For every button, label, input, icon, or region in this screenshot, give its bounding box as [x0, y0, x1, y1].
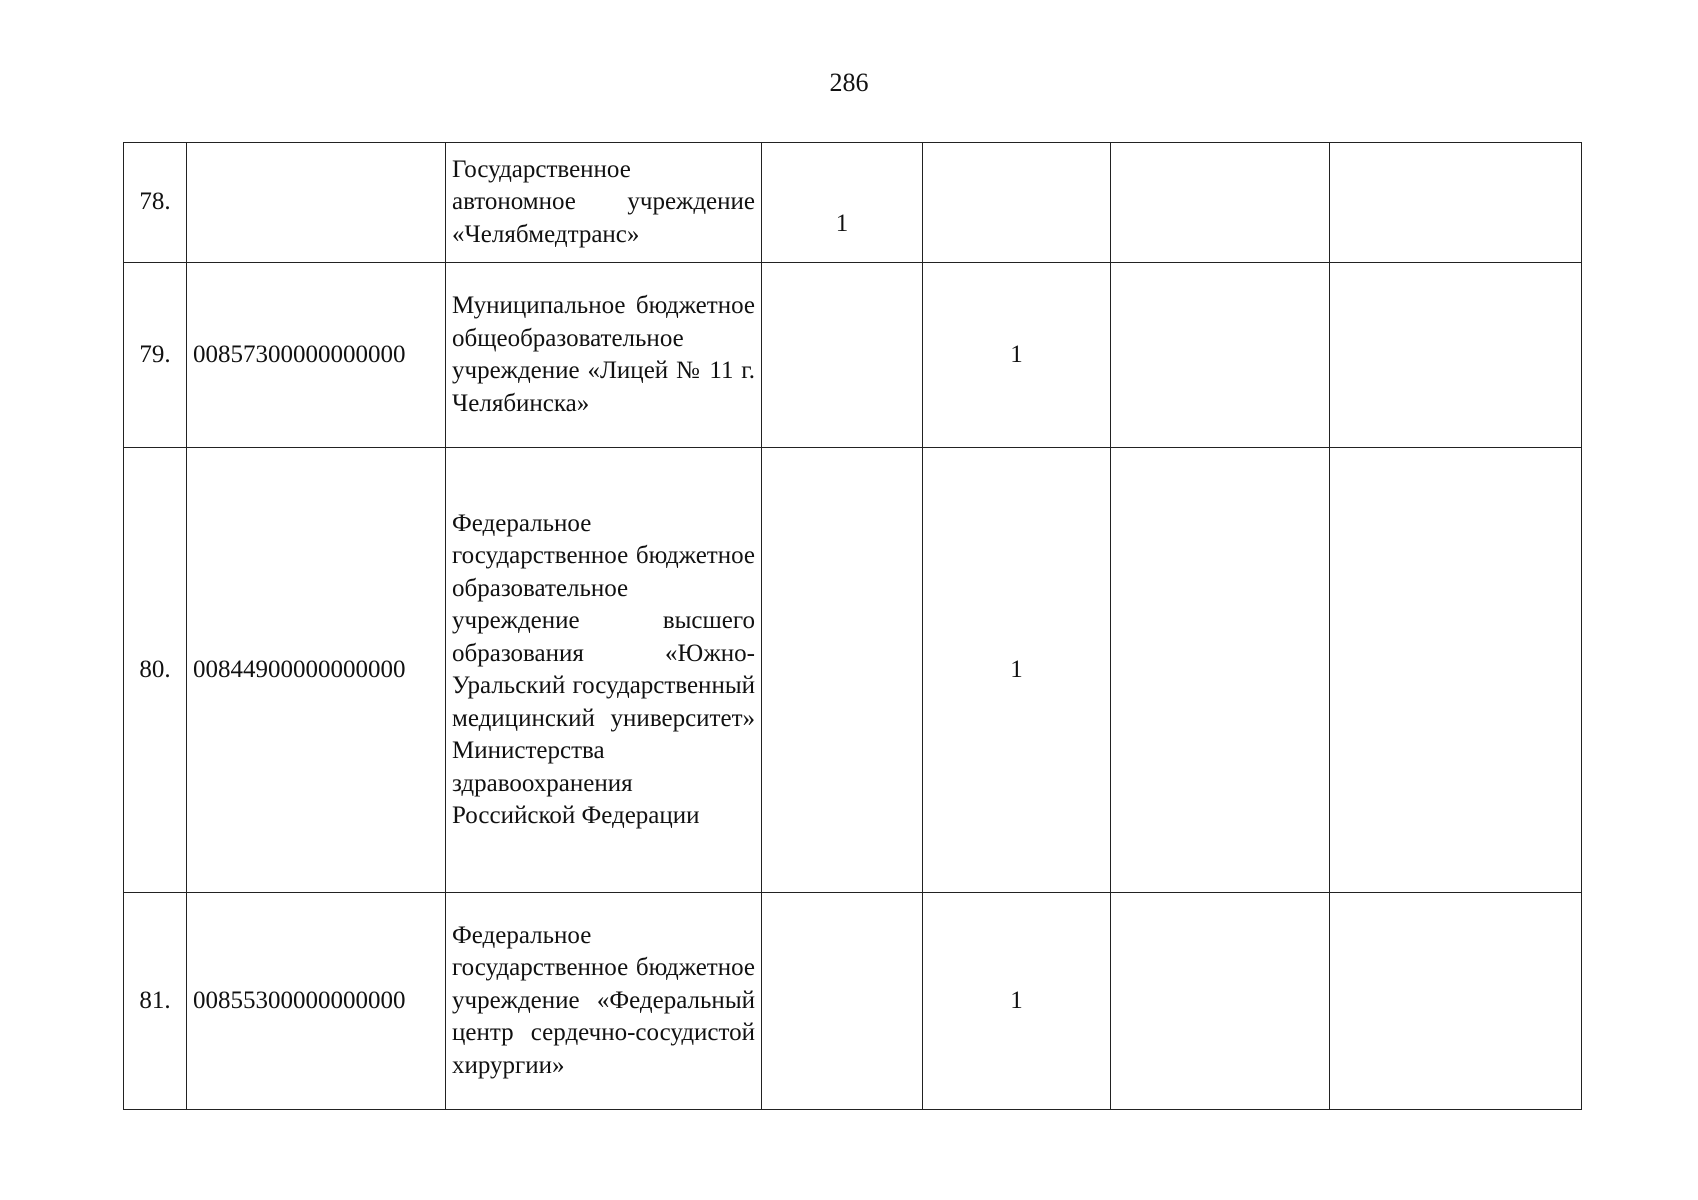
institution-name-text: Федеральное государственное бюджетное образовательное учреждение высшего образования «Южно-Уральский государственный медицинский университет» Министерства здравоохранения Российской Федерации: [452, 509, 755, 829]
value-cell-c: [1111, 893, 1330, 1110]
value-cell-c: [1111, 143, 1330, 263]
institution-name: [446, 893, 762, 1110]
value-cell-b: 1: [923, 893, 1111, 1110]
value-cell-a: [762, 893, 923, 1110]
row-number: 79.: [124, 263, 187, 448]
row-number: 80.: [124, 448, 187, 893]
institutions-table: [123, 142, 1582, 1110]
value-cell-c: [1111, 448, 1330, 893]
row-number: 81.: [124, 893, 187, 1110]
page-number: 286: [829, 68, 869, 97]
registry-code: [187, 143, 446, 263]
registry-code: 00855300000000000: [187, 893, 446, 1110]
value-cell-d: [1330, 893, 1582, 1110]
value-cell-a: [762, 448, 923, 893]
value-cell-d: [1330, 263, 1582, 448]
institution-name: [446, 448, 762, 893]
institution-name-text: Федеральное государственное бюджетное учреждение «Федеральный центр сердечно-сосудистой хирургии»: [452, 921, 755, 1079]
table-row: [124, 143, 1582, 263]
registry-code: 00857300000000000: [187, 263, 446, 448]
table-row: [124, 263, 1582, 448]
table-row: [124, 893, 1582, 1110]
registry-code: 00844900000000000: [187, 448, 446, 893]
value-cell-a: [762, 263, 923, 448]
value-cell-b: [923, 143, 1111, 263]
value-cell-b: 1: [923, 263, 1111, 448]
institution-name-text: Государственное автономное учреждение «Челябмедтранс»: [452, 155, 755, 248]
value-cell-d: [1330, 143, 1582, 263]
institution-name: [446, 143, 762, 263]
value-cell-d: [1330, 448, 1582, 893]
value-cell-b: 1: [923, 448, 1111, 893]
value-cell-c: [1111, 263, 1330, 448]
value-cell-a: 1: [762, 143, 923, 263]
institution-name: [446, 263, 762, 448]
row-number: 78.: [124, 143, 187, 263]
institution-name-text: Муниципальное бюджетное общеобразовательное учреждение «Лицей № 11 г. Челябинска»: [452, 292, 755, 417]
table-row: [124, 448, 1582, 893]
